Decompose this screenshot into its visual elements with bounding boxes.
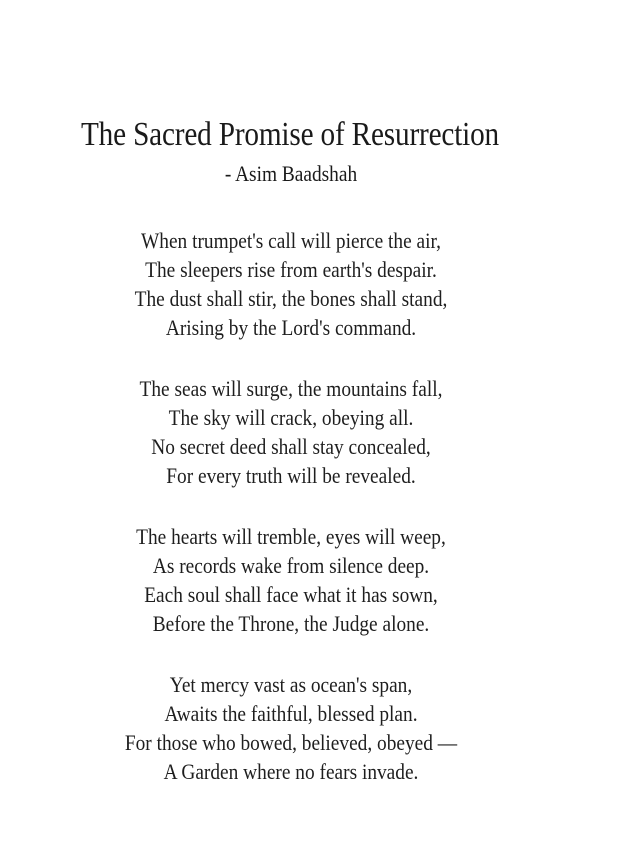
stanza-2 xyxy=(35,374,547,490)
poem-line: A Garden where no fears invade. xyxy=(163,759,419,784)
poem-line: The sky will crack, obeying all. xyxy=(168,405,414,430)
poem-line: Arising by the Lord's command. xyxy=(165,315,417,340)
poem-line: Yet mercy vast as ocean's span, xyxy=(169,672,413,697)
poem-line: When trumpet's call will pierce the air, xyxy=(141,228,441,253)
poem-line: The sleepers rise from earth's despair. xyxy=(145,257,437,282)
poem-line: The seas will surge, the mountains fall, xyxy=(139,376,443,401)
poem-line: Each soul shall face what it has sown, xyxy=(144,582,438,607)
poem-line: Awaits the faithful, blessed plan. xyxy=(164,701,418,726)
stanza-1 xyxy=(35,226,547,342)
poem-line: For those who bowed, believed, obeyed — xyxy=(124,730,458,755)
poem-body xyxy=(35,226,547,818)
poem-author: - Asim Baadshah xyxy=(224,161,358,186)
poem-title: The Sacred Promise of Resurrection xyxy=(80,116,500,153)
poem-line: As records wake from silence deep. xyxy=(152,553,430,578)
stanza-3 xyxy=(35,522,547,638)
poem-line: For every truth will be revealed. xyxy=(166,463,416,488)
poem-line: Before the Throne, the Judge alone. xyxy=(152,611,430,636)
poem-line: No secret deed shall stay concealed, xyxy=(151,434,431,459)
stanza-4 xyxy=(35,670,547,786)
poem-line: The dust shall stir, the bones shall stand, xyxy=(134,286,448,311)
poem-line: The hearts will tremble, eyes will weep, xyxy=(136,524,446,549)
